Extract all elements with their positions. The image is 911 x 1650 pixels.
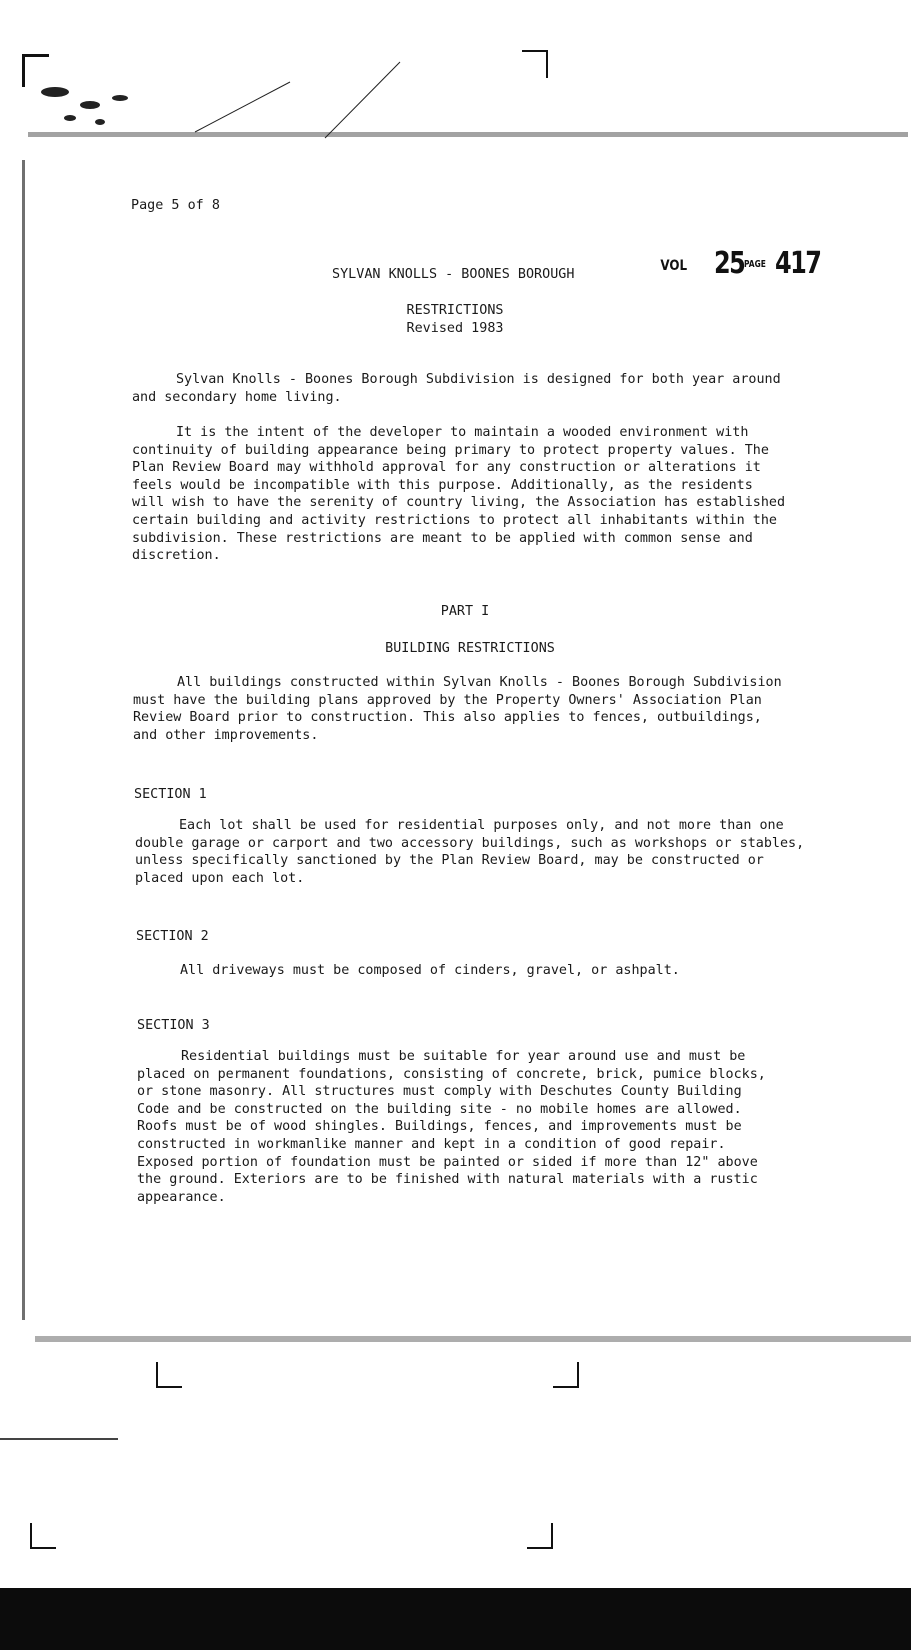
- section-3-heading: SECTION 3: [137, 1018, 210, 1033]
- crop-mark-mid-right: [553, 1362, 579, 1388]
- crop-mark-top-right: [522, 50, 548, 78]
- intro-paragraph-1: [132, 371, 852, 406]
- volume-stamp: [658, 246, 828, 281]
- text-line: Review Board prior to construction. This also applies to fences, outbuildings,: [133, 710, 762, 726]
- volume-label: VOL: [660, 258, 688, 274]
- text-line: Each lot shall be used for residential purposes only, and not more than one: [179, 818, 784, 833]
- part-subheading: BUILDING RESTRICTIONS: [385, 641, 555, 656]
- scan-bottom-dark-band: [0, 1588, 911, 1650]
- section-1-body: [135, 817, 855, 887]
- text-line: must have the building plans approved by the Property Owners' Association Plan: [133, 692, 762, 708]
- text-line: Plan Review Board may withhold approval for any construction or alterations it: [132, 460, 761, 476]
- text-line: placed on permanent foundations, consisting of concrete, brick, pumice blocks,: [137, 1066, 766, 1082]
- part-heading: PART I: [440, 604, 490, 619]
- text-line: double garage or carport and two accessory buildings, such as workshops or stables,: [135, 835, 805, 851]
- text-line: appearance.: [137, 1189, 226, 1205]
- document-title: SYLVAN KNOLLS - BOONES BOROUGH: [332, 267, 575, 282]
- page-indicator: Page 5 of 8: [131, 198, 220, 213]
- page-number: 417: [775, 246, 821, 281]
- crop-mark-low-left: [30, 1523, 56, 1549]
- text-line: certain building and activity restrictions to protect all inhabitants within the: [132, 512, 777, 528]
- text-line: and other improvements.: [133, 727, 319, 743]
- text-line: Sylvan Knolls - Boones Borough Subdivision is designed for both year around: [176, 372, 781, 387]
- section-3-body: [137, 1048, 857, 1206]
- text-line: subdivision. These restrictions are meant to be applied with common sense and: [132, 530, 753, 546]
- text-line: placed upon each lot.: [135, 870, 305, 886]
- section-2-body: [136, 962, 856, 980]
- subtitle-restrictions: RESTRICTIONS: [406, 303, 504, 318]
- crop-mark-mid-left: [156, 1362, 182, 1388]
- text-line: Roofs must be of wood shingles. Buildings, fences, and improvements must be: [137, 1119, 742, 1135]
- scan-line: [0, 1438, 118, 1440]
- subtitle-revised: Revised 1983: [406, 321, 504, 336]
- text-line: or stone masonry. All structures must comply with Deschutes County Building: [137, 1084, 742, 1100]
- scan-top-noise: [0, 60, 911, 160]
- text-line: All buildings constructed within Sylvan Knolls - Boones Borough Subdivision: [177, 675, 782, 690]
- scan-mid-noise: [35, 1336, 911, 1342]
- section-1-heading: SECTION 1: [134, 787, 207, 802]
- text-line: feels would be incompatible with this purpose. Additionally, as the residents: [132, 477, 753, 493]
- text-line: Residential buildings must be suitable for year around use and must be: [181, 1049, 746, 1064]
- text-line: and secondary home living.: [132, 389, 342, 405]
- text-line: discretion.: [132, 548, 221, 564]
- text-line: All driveways must be composed of cinders, gravel, or ashpalt.: [180, 963, 680, 978]
- text-line: constructed in workmanlike manner and kept in a condition of good repair.: [137, 1136, 726, 1152]
- text-line: Code and be constructed on the building site - no mobile homes are allowed.: [137, 1101, 742, 1117]
- text-line: unless specifically sanctioned by the Plan Review Board, may be constructed or: [135, 853, 764, 869]
- crop-mark-low-right: [527, 1523, 553, 1549]
- volume-number: 25: [714, 246, 745, 281]
- text-line: the ground. Exteriors are to be finished with natural materials with a rustic: [137, 1172, 758, 1188]
- section-2-heading: SECTION 2: [136, 929, 209, 944]
- crop-mark-top-left: [22, 54, 49, 87]
- text-line: Exposed portion of foundation must be painted or sided if more than 12" above: [137, 1154, 758, 1170]
- intro-paragraph-2: [132, 424, 852, 565]
- scan-left-edge: [22, 160, 25, 1320]
- part-intro-paragraph: [133, 674, 853, 744]
- text-line: will wish to have the serenity of country living, the Association has established: [132, 495, 786, 511]
- text-line: It is the intent of the developer to maintain a wooded environment with: [176, 425, 749, 440]
- text-line: continuity of building appearance being primary to protect property values. The: [132, 442, 769, 458]
- page-word: PAGE: [744, 259, 766, 270]
